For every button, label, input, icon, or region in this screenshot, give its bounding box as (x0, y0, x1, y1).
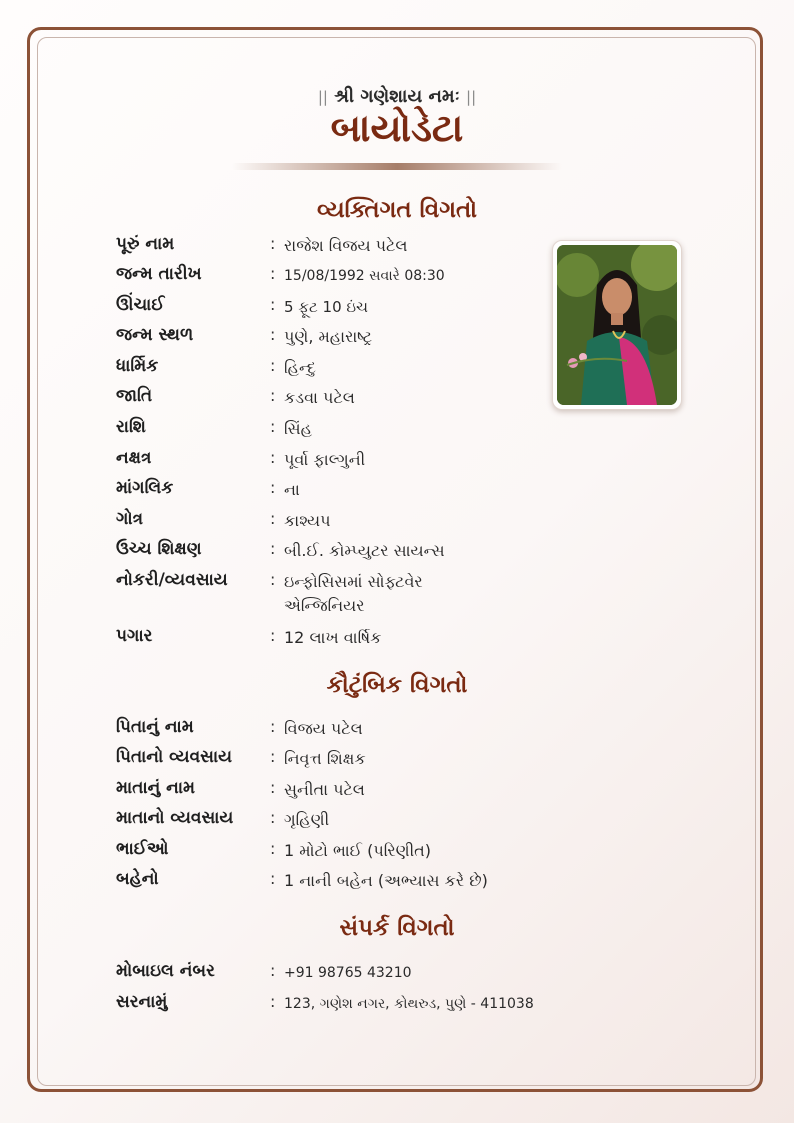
row-value: પુણે, મહારાષ્ટ્ર (284, 327, 373, 346)
row-colon: : (270, 539, 276, 558)
row-colon: : (270, 417, 276, 436)
row-colon: : (270, 478, 276, 497)
row-value: રાજેશ વિજય પટેલ (284, 236, 408, 255)
row-colon: : (270, 808, 276, 827)
row-label: નક્ષત્ર (116, 448, 152, 468)
row-colon: : (270, 778, 276, 797)
row-colon: : (270, 992, 276, 1011)
invocation-bars-right: || (466, 88, 477, 106)
row-value: સુનીતા પટેલ (284, 780, 365, 799)
row-label: નોકરી/વ્યવસાય (116, 570, 228, 590)
row-colon: : (270, 386, 276, 405)
row-colon: : (270, 448, 276, 467)
profile-photo (557, 245, 677, 405)
row-label: ઉચ્ચ શિક્ષણ (116, 539, 202, 559)
row-value: 12 લાખ વાર્ષિક (284, 628, 382, 647)
row-label: માતાનું નામ (116, 778, 196, 798)
row-label: માતાનો વ્યવસાય (116, 808, 234, 828)
row-label: પૂરું નામ (116, 234, 175, 254)
row-label: પગાર (116, 626, 153, 646)
family-section-heading: કૌટુંબિક વિગતો (326, 672, 468, 698)
row-value: 123, ગણેશ નગર, કોથરુડ, પુણે - 411038 (284, 996, 534, 1012)
page-title: બાયોડેટા (330, 106, 464, 150)
row-value: કાશ્યપ (284, 511, 331, 530)
row-value: 5 ફૂટ 10 ઇંચ (284, 298, 369, 316)
row-label: માંગલિક (116, 478, 174, 498)
row-colon: : (270, 747, 276, 766)
row-colon: : (270, 234, 276, 253)
row-label: ધાર્મિક (116, 356, 159, 376)
title-divider (232, 163, 562, 170)
row-colon: : (270, 509, 276, 528)
row-label: રાશિ (116, 417, 146, 437)
row-colon: : (270, 869, 276, 888)
row-value: ગૃહિણી (284, 810, 330, 829)
row-colon: : (270, 626, 276, 645)
row-colon: : (270, 325, 276, 344)
row-value: વિજય પટેલ (284, 719, 363, 738)
row-colon: : (270, 570, 276, 589)
invocation-text: શ્રી ગણેશાય નમઃ (334, 86, 460, 107)
profile-photo-frame (552, 240, 682, 410)
row-label: ગોત્ર (116, 509, 144, 529)
row-label: જન્મ તારીખ (116, 264, 202, 284)
invocation-bars-left: || (317, 88, 328, 106)
row-colon: : (270, 961, 276, 980)
row-value: 1 નાની બહેન (અભ્યાસ કરે છે) (284, 871, 488, 890)
row-colon: : (270, 356, 276, 375)
row-colon: : (270, 839, 276, 858)
row-value: હિન્દુ (284, 358, 316, 377)
row-value: ના (284, 480, 300, 499)
row-label: મોબાઇલ નંબર (116, 961, 215, 981)
row-label: બહેનો (116, 869, 159, 889)
row-value: બી.ઈ. કોમ્પ્યુટર સાયન્સ (284, 541, 445, 560)
profile-photo-illustration (557, 245, 677, 405)
personal-section-heading: વ્યક્તિગત વિગતો (317, 197, 477, 223)
row-colon: : (270, 264, 276, 283)
row-colon: : (270, 717, 276, 736)
row-value: 15/08/1992 સવારે 08:30 (284, 268, 445, 284)
row-colon: : (270, 295, 276, 314)
row-value: નિવૃત્ત શિક્ષક (284, 749, 366, 768)
row-value: +91 98765 43210 (284, 965, 412, 981)
row-value: પૂર્વા ફાલ્ગુની (284, 450, 366, 469)
row-label: ઊંચાઈ (116, 295, 165, 315)
row-label: જન્મ સ્થળ (116, 325, 194, 345)
row-value: કડવા પટેલ (284, 388, 355, 407)
row-label: પિતાનો વ્યવસાય (116, 747, 233, 767)
row-label: ભાઈઓ (116, 839, 169, 859)
row-value: 1 મોટો ભાઈ (પરિણીત) (284, 841, 432, 860)
row-value: સિંહ (284, 419, 312, 438)
row-label: જાતિ (116, 386, 153, 406)
contact-section-heading: સંપર્ક વિગતો (339, 915, 455, 941)
row-label: સરનામું (116, 992, 168, 1012)
row-label: પિતાનું નામ (116, 717, 194, 737)
row-value: ઇન્ફોસિસમાં સોફ્ટવેર એન્જિનિયર (284, 572, 423, 615)
